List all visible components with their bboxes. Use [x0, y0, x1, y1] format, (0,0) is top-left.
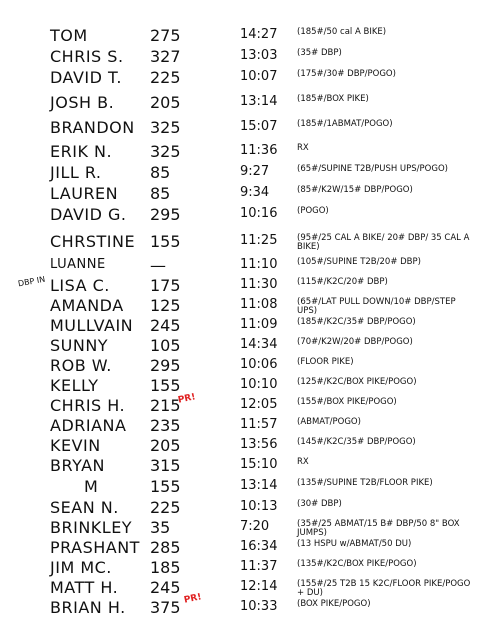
athlete-name: CHRIS S.	[50, 47, 124, 66]
finish-time: 14:34	[240, 337, 278, 352]
lift-weight: 245	[150, 578, 181, 597]
entry-row	[0, 234, 480, 254]
finish-time: 15:07	[240, 119, 278, 134]
lift-weight: 155	[150, 232, 181, 251]
finish-time: 9:34	[240, 185, 270, 200]
entry-row	[0, 258, 480, 278]
scaling-note: (35# DBP)	[297, 48, 342, 58]
scaling-note: (185#/K2C/35# DBP/POGO)	[297, 317, 416, 327]
lift-weight: 375	[150, 598, 181, 617]
athlete-name: ROB W.	[50, 356, 112, 375]
entry-row	[0, 479, 480, 499]
lift-weight: 225	[150, 498, 181, 517]
finish-time: 15:10	[240, 457, 278, 472]
entry-row	[0, 378, 480, 398]
lift-weight: 235	[150, 416, 181, 435]
pr-mark: PR!	[177, 392, 197, 406]
scaling-note: (125#/K2C/BOX PIKE/POGO)	[297, 377, 417, 387]
entry-row	[0, 560, 480, 580]
athlete-name: KELLY	[50, 376, 99, 395]
finish-time: 13:56	[240, 437, 278, 452]
scaling-note: (BOX PIKE/POGO)	[297, 599, 371, 609]
finish-time: 11:37	[240, 559, 278, 574]
entry-row	[0, 298, 480, 318]
entry-row	[0, 318, 480, 338]
finish-time: 13:14	[240, 94, 278, 109]
finish-time: 11:36	[240, 143, 278, 158]
scaling-note: (135#/K2C/BOX PIKE/POGO)	[297, 559, 417, 569]
entry-row	[0, 358, 480, 378]
lift-weight: 85	[150, 184, 171, 203]
lift-weight: 85	[150, 163, 171, 182]
athlete-name: CHRSTINE	[50, 232, 136, 251]
entry-row	[0, 95, 480, 115]
entry-row	[0, 274, 480, 298]
finish-time: 12:14	[240, 579, 278, 594]
entry-row	[0, 207, 480, 227]
entry-row	[0, 592, 480, 620]
scaling-note: (145#/K2C/35# DBP/POGO)	[297, 437, 416, 447]
scaling-note: (ABMAT/POGO)	[297, 417, 361, 427]
athlete-name: LISA C.	[50, 276, 110, 295]
entry-row	[0, 392, 480, 418]
lift-weight: 155	[150, 477, 181, 496]
entry-row	[0, 458, 480, 478]
scaling-note: (13 HSPU w/ABMAT/50 DU)	[297, 539, 412, 549]
lift-weight: 205	[150, 436, 181, 455]
athlete-name: LAUREN	[50, 184, 119, 203]
scaling-note: (POGO)	[297, 206, 329, 216]
finish-time: 9:27	[240, 164, 270, 179]
athlete-name: JIM MC.	[50, 558, 112, 577]
scaling-note: (70#/K2W/20# DBP/POGO)	[297, 337, 413, 347]
lift-weight: 175	[150, 276, 181, 295]
finish-time: 11:25	[240, 233, 278, 248]
finish-time: 10:10	[240, 377, 278, 392]
finish-time: 10:33	[240, 599, 278, 614]
athlete-name: MATT H.	[50, 578, 119, 597]
finish-time: 10:06	[240, 357, 278, 372]
athlete-name: PRASHANT	[50, 538, 140, 557]
finish-time: 11:30	[240, 277, 278, 292]
scaling-note: (65#/SUPINE T2B/PUSH UPS/POGO)	[297, 164, 448, 174]
athlete-name: SEAN N.	[50, 498, 119, 517]
margin-label: DBP IN	[17, 274, 46, 289]
athlete-name: DAVID T.	[50, 68, 122, 87]
athlete-name: LUANNE	[50, 257, 106, 272]
lift-weight: 225	[150, 68, 181, 87]
finish-time: 10:07	[240, 69, 278, 84]
entry-row	[0, 165, 480, 185]
finish-time: 13:03	[240, 48, 278, 63]
entry-row	[0, 49, 480, 69]
finish-time: 10:16	[240, 206, 278, 221]
finish-time: 11:09	[240, 317, 278, 332]
lift-weight: —	[150, 256, 166, 275]
entry-row	[0, 144, 480, 164]
finish-time: 11:08	[240, 297, 278, 312]
finish-time: 11:57	[240, 417, 278, 432]
lift-weight: 325	[150, 118, 181, 137]
lift-weight: 185	[150, 558, 181, 577]
entry-row	[0, 540, 480, 560]
scaling-note: (65#/LAT PULL DOWN/10# DBP/STEP UPS)	[297, 297, 456, 316]
scaling-note: RX	[297, 457, 309, 467]
lift-weight: 35	[150, 518, 171, 537]
athlete-name: BRINKLEY	[50, 518, 133, 537]
athlete-name: AMANDA	[50, 296, 124, 315]
finish-time: 11:10	[240, 257, 278, 272]
scaling-note: (FLOOR PIKE)	[297, 357, 354, 367]
entry-row	[0, 438, 480, 458]
entry-row	[0, 580, 480, 600]
athlete-name: MULLVAIN	[50, 316, 134, 335]
entry-row	[0, 186, 480, 206]
lift-weight: 315	[150, 456, 181, 475]
entry-row	[0, 500, 480, 520]
scaling-note: (35#/25 ABMAT/15 B# DBP/50 8" BOX JUMPS)	[297, 519, 460, 538]
scaling-note: (155#/25 T2B 15 K2C/FLOOR PIKE/POGO + DU)	[297, 579, 471, 598]
entry-row	[0, 28, 480, 48]
scaling-note: (175#/30# DBP/POGO)	[297, 69, 396, 79]
finish-time: 7:20	[240, 519, 270, 534]
lift-weight: 105	[150, 336, 181, 355]
athlete-name: DAVID G.	[50, 205, 127, 224]
scaling-note: (135#/SUPINE T2B/FLOOR PIKE)	[297, 478, 433, 488]
athlete-name: M	[84, 477, 99, 496]
scaling-note: (85#/K2W/15# DBP/POGO)	[297, 185, 413, 195]
lift-weight: 205	[150, 93, 181, 112]
entry-row	[0, 520, 480, 540]
scaling-note: (95#/25 CAL A BIKE/ 20# DBP/ 35 CAL A BIKE)	[297, 233, 470, 252]
lift-weight: 245	[150, 316, 181, 335]
athlete-name: KEVIN	[50, 436, 101, 455]
lift-weight: 125	[150, 296, 181, 315]
scaling-note: (105#/SUPINE T2B/20# DBP)	[297, 257, 421, 267]
athlete-name: CHRIS H.	[50, 396, 126, 415]
scaling-note: (155#/BOX PIKE/POGO)	[297, 397, 397, 407]
athlete-name: ERIK N.	[50, 142, 113, 161]
lift-weight: 155	[150, 376, 181, 395]
lift-weight: 215	[150, 396, 181, 415]
scaling-note: RX	[297, 143, 309, 153]
finish-time: 13:14	[240, 478, 278, 493]
pr-mark: PR!	[183, 592, 203, 606]
lift-weight: 295	[150, 205, 181, 224]
entry-row	[0, 338, 480, 358]
lift-weight: 325	[150, 142, 181, 161]
entry-row	[0, 418, 480, 438]
athlete-name: JILL R.	[50, 163, 102, 182]
athlete-name: SUNNY	[50, 336, 109, 355]
lift-weight: 295	[150, 356, 181, 375]
scaling-note: (30# DBP)	[297, 499, 342, 509]
lift-weight: 285	[150, 538, 181, 557]
athlete-name: ADRIANA	[50, 416, 127, 435]
athlete-name: BRANDON	[50, 118, 135, 137]
athlete-name: JOSH B.	[50, 93, 115, 112]
finish-time: 12:05	[240, 397, 278, 412]
scaling-note: (185#/1ABMAT/POGO)	[297, 119, 393, 129]
finish-time: 14:27	[240, 27, 278, 42]
lift-weight: 327	[150, 47, 181, 66]
athlete-name: TOM	[50, 26, 88, 45]
scaling-note: (185#/50 cal A BIKE)	[297, 27, 387, 37]
lift-weight: 275	[150, 26, 181, 45]
finish-time: 16:34	[240, 539, 278, 554]
entry-row	[0, 70, 480, 90]
athlete-name: BRIAN H.	[50, 598, 126, 617]
finish-time: 10:13	[240, 499, 278, 514]
scaling-note: (185#/BOX PIKE)	[297, 94, 369, 104]
entry-row	[0, 120, 480, 140]
athlete-name: BRYAN	[50, 456, 106, 475]
scaling-note: (115#/K2C/20# DBP)	[297, 277, 388, 287]
